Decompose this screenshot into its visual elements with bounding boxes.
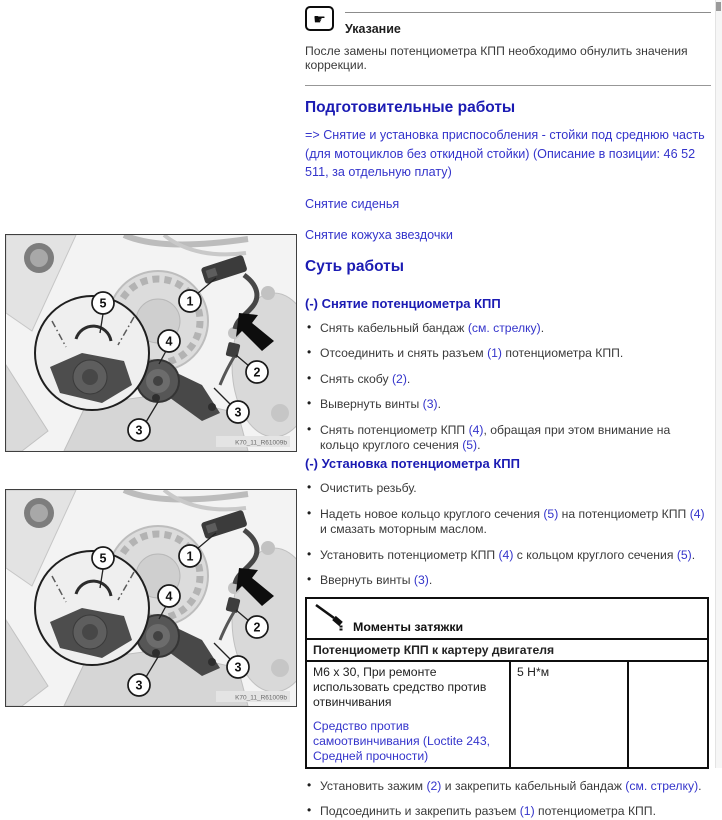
step-text: Очистить резьбу. [320, 481, 417, 495]
step-text: . [698, 778, 702, 793]
note-text: После замены потенциометра КПП необходимо обнулить значения коррекции. [305, 44, 688, 72]
note-title: Указание [345, 22, 401, 36]
callout-1 [179, 290, 201, 312]
scrollbar[interactable] [715, 0, 722, 768]
torque-desc: M6 x 30, При ремонте использовать средство против отвинчивания [313, 664, 487, 709]
list-item [305, 372, 711, 388]
step-text: потенциометра КПП. [501, 346, 624, 360]
note-block [305, 6, 711, 36]
install-steps [305, 481, 711, 589]
step-text: , обращая при этом внимание на кольцо круглого сечения [320, 422, 671, 452]
callout-2 [246, 361, 268, 383]
step-text: . [540, 320, 545, 335]
list-item [305, 346, 711, 362]
callout-1 [179, 545, 201, 567]
inline-link[interactable]: (5) [543, 506, 559, 521]
step-text: Подсоединить и закрепить разъем [320, 804, 520, 818]
prep-link-seat[interactable]: Снятие сиденья [305, 196, 400, 211]
torque-table [305, 597, 709, 769]
torque-value: 5 Н*м [510, 661, 628, 768]
content-column-install [305, 456, 711, 820]
step-text: Снять скобу [320, 371, 392, 386]
torque-extra-cell [628, 661, 708, 768]
list-item [305, 397, 711, 413]
step-text: и смазать моторным маслом. [320, 522, 487, 536]
scrollbar-thumb[interactable] [716, 2, 721, 11]
callout-2 [246, 616, 268, 638]
inline-link[interactable]: (см. стрелку) [467, 320, 541, 335]
svg-text:2: 2 [253, 365, 261, 380]
callout-3-bottom [128, 419, 150, 441]
prep-link-stand[interactable]: => Снятие и установка приспособления - стойки под среднюю часть (для мотоциклов без откидной стойки) (Описание в позиции: 46 52 511, за отдельную плату) [305, 128, 705, 179]
torque-table-caption: Моменты затяжки [353, 619, 464, 634]
inline-link[interactable]: (3) [413, 573, 429, 587]
svg-text:3: 3 [234, 405, 242, 420]
magnifier-detail [35, 296, 149, 410]
inline-link[interactable]: (4) [689, 506, 705, 521]
svg-text:3: 3 [135, 678, 143, 693]
svg-text:4: 4 [165, 334, 173, 349]
step-text: Надеть новое кольцо круглого сечения [320, 506, 544, 521]
table-row [306, 661, 708, 768]
step-text: Отсоединить и снять разъем [320, 346, 488, 360]
step-text: и закрепить кабельный бандаж [441, 778, 626, 793]
figure-potentiometer-removal [5, 234, 297, 452]
inline-link[interactable]: (5) [676, 547, 692, 562]
callout-3-right [227, 656, 249, 678]
inline-link[interactable]: (4) [468, 422, 484, 437]
step-text: на потенциометр КПП [558, 506, 690, 521]
inline-link[interactable]: (5) [462, 438, 478, 452]
step-text: . [428, 573, 433, 587]
step-text: Снять потенциометр КПП [320, 422, 469, 437]
inline-link[interactable]: (2) [391, 371, 407, 386]
list-item [305, 321, 711, 337]
inline-link[interactable]: (1) [519, 804, 535, 818]
svg-text:1: 1 [186, 549, 194, 564]
list-item [305, 804, 711, 820]
final-steps [305, 779, 711, 820]
callout-3-right [227, 401, 249, 423]
svg-text:4: 4 [165, 589, 173, 604]
inline-link[interactable]: (4) [498, 547, 514, 562]
step-text: Установить потенциометр КПП [320, 547, 499, 562]
note-top-rule [345, 12, 711, 13]
removal-heading: (-) Снятие потенциометра КПП [305, 295, 501, 311]
inline-link[interactable]: (2) [426, 778, 442, 793]
step-text: Вывернуть винты [320, 397, 423, 411]
content-column-top [305, 6, 711, 454]
svg-text:2: 2 [253, 620, 261, 635]
torque-table-subheader: Потенциометр КПП к картеру двигателя [306, 639, 708, 661]
figure-caption: K70_11_R61009b [235, 694, 287, 702]
svg-text:5: 5 [99, 296, 107, 311]
magnifier-detail [35, 551, 149, 665]
list-item [305, 481, 711, 497]
list-item [305, 573, 711, 589]
prep-heading: Подготовительные работы [305, 99, 516, 116]
list-item [305, 423, 711, 454]
step-text: . [691, 547, 696, 562]
step-text: . [477, 438, 481, 452]
callout-5 [92, 292, 114, 314]
step-text: Установить зажим [320, 778, 427, 793]
list-item [305, 507, 711, 538]
callout-3-bottom [128, 674, 150, 696]
svg-text:3: 3 [135, 423, 143, 438]
callout-5 [92, 547, 114, 569]
removal-steps [305, 321, 711, 454]
inline-link[interactable]: (см. стрелку) [625, 778, 699, 793]
step-text: Снять кабельный бандаж [320, 320, 468, 335]
svg-text:1: 1 [186, 294, 194, 309]
inline-link[interactable]: (1) [487, 346, 502, 360]
list-item [305, 779, 711, 795]
install-heading: (-) Установка потенциометра КПП [305, 456, 520, 471]
list-item [305, 548, 711, 564]
callout-4 [158, 585, 180, 607]
figure-caption: K70_11_R61009b [235, 439, 287, 447]
step-text: . [437, 397, 441, 411]
step-text: с кольцом круглого сечения [513, 547, 677, 562]
work-heading: Суть работы [305, 257, 405, 275]
figure-potentiometer-install [5, 489, 297, 707]
torque-desc-link[interactable]: Средство против самоотвинчивания (Loctite 243, Средней прочности) [313, 718, 491, 763]
section-divider [305, 85, 711, 86]
step-text: . [406, 371, 411, 386]
pointing-hand-icon: ☛ [305, 6, 334, 31]
torque-wrench-icon [313, 602, 347, 635]
svg-text:5: 5 [99, 551, 107, 566]
svg-text:3: 3 [234, 660, 242, 675]
step-text: Ввернуть винты [320, 573, 414, 587]
step-text: потенциометра КПП. [534, 804, 656, 818]
inline-link[interactable]: (3) [422, 397, 438, 411]
prep-link-sprocket-cover[interactable]: Снятие кожуха звездочки [305, 228, 453, 242]
callout-4 [158, 330, 180, 352]
